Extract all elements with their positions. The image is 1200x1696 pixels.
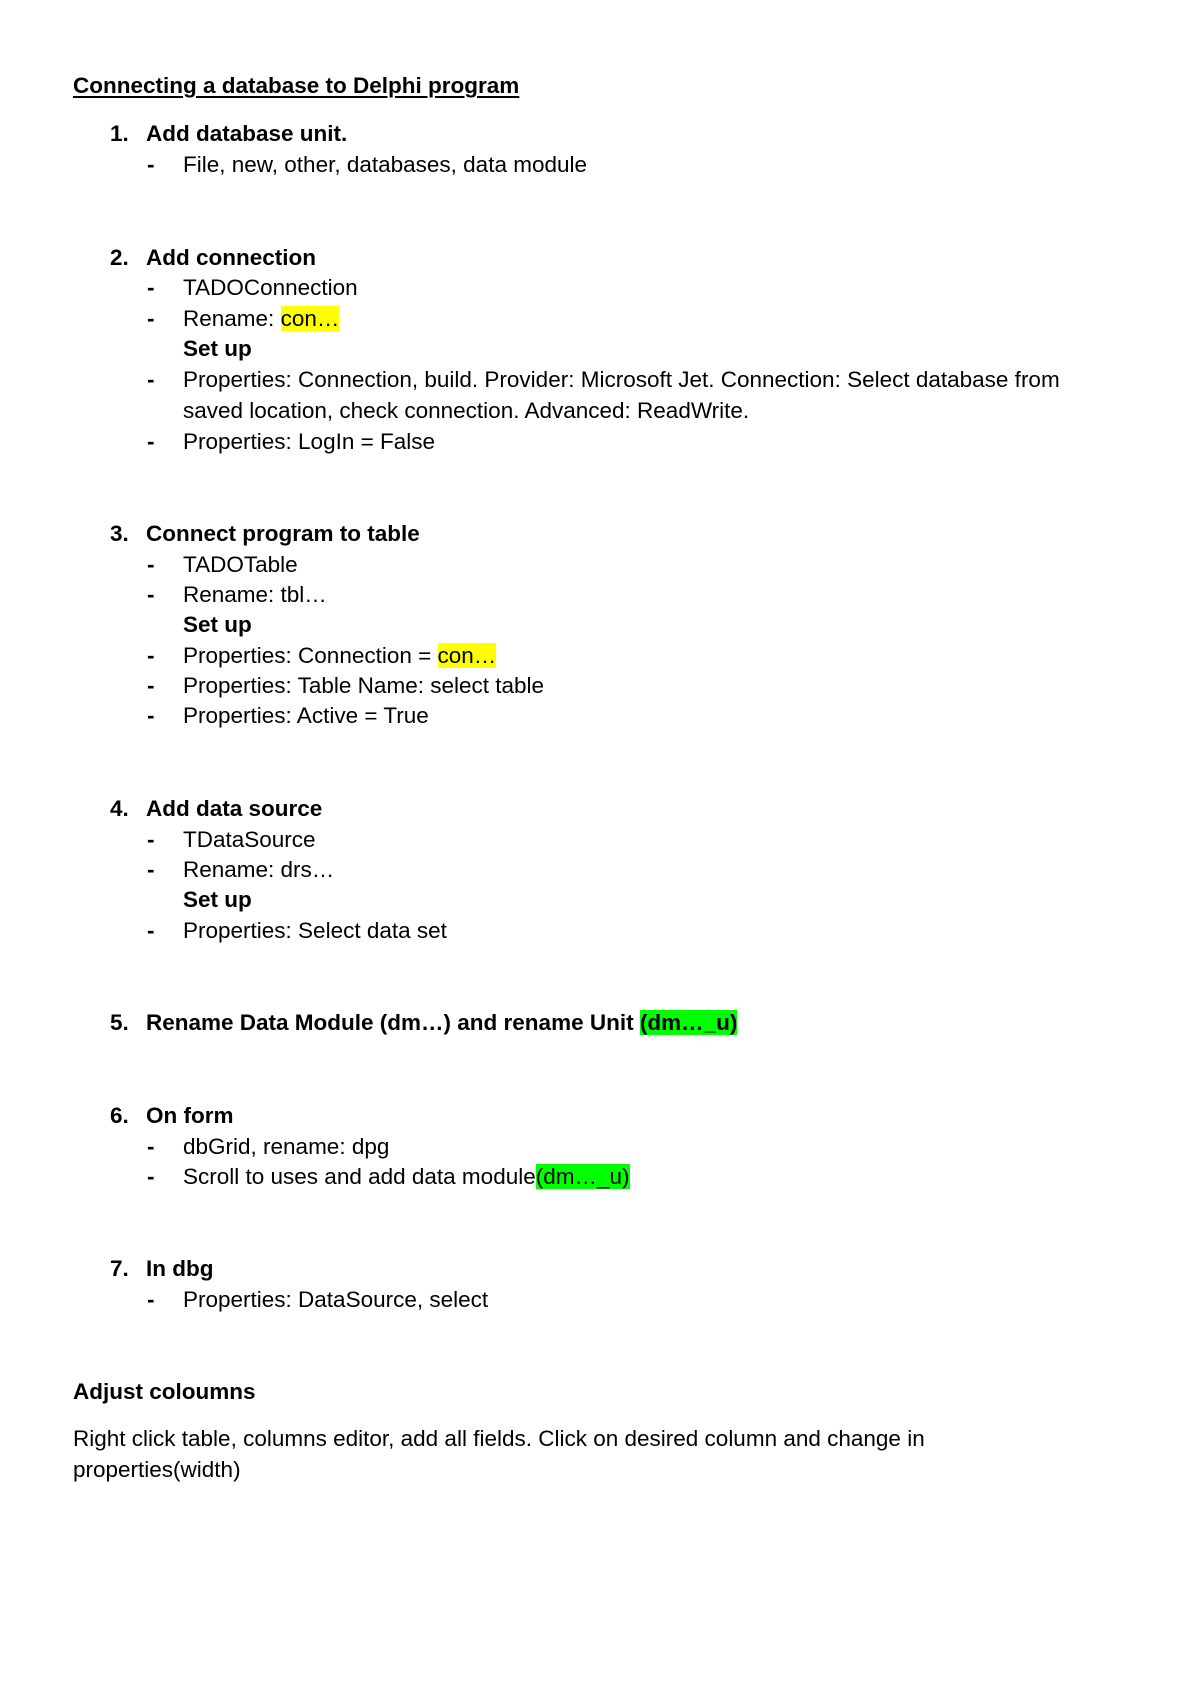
- highlight-con: con…: [437, 643, 497, 668]
- bullet-dash: -: [147, 827, 155, 852]
- step-2-number: 2.: [110, 245, 129, 270]
- step-3-item-1: TADOTable: [183, 552, 298, 577]
- highlight-con: con…: [280, 306, 340, 331]
- bullet-dash: -: [147, 367, 155, 392]
- step-2-item-3-line-1: Properties: Connection, build. Provider: Microsoft Jet. Connection: Select database from: [183, 367, 1060, 392]
- step-4-item-2: Rename: drs…: [183, 857, 335, 882]
- document-title: Connecting a database to Delphi program: [73, 73, 520, 98]
- highlight-dm-unit: (dm…_u): [639, 1010, 738, 1035]
- step-2-heading: Add connection: [146, 245, 316, 270]
- adjust-line-1: Right click table, columns editor, add all fields. Click on desired column and change in: [73, 1426, 925, 1451]
- bullet-dash: -: [147, 1164, 155, 1189]
- bullet-dash: -: [147, 275, 155, 300]
- step-3-item-3: [183, 645, 496, 668]
- step-5-heading-text: Rename Data Module (dm…) and rename Unit: [146, 1010, 640, 1035]
- bullet-dash: -: [147, 152, 155, 177]
- step-3-item-4: Properties: Table Name: select table: [183, 673, 545, 698]
- step-3-number: 3.: [110, 521, 129, 546]
- step-3-item-5: Properties: Active = True: [183, 703, 429, 728]
- bullet-dash: -: [147, 703, 155, 728]
- adjust-heading: Adjust coloumns: [73, 1379, 256, 1404]
- step-6-number: 6.: [110, 1103, 129, 1128]
- step-3-item-3-text: Properties: Connection =: [183, 643, 438, 668]
- bullet-dash: -: [147, 1287, 155, 1312]
- step-7-number: 7.: [110, 1256, 129, 1281]
- step-4-setup-label: Set up: [183, 887, 252, 912]
- bullet-dash: -: [147, 429, 155, 454]
- step-4-item-1: TDataSource: [183, 827, 316, 852]
- highlight-dm-unit: (dm…_u): [535, 1164, 630, 1189]
- step-6-item-2: [183, 1166, 630, 1189]
- step-2-item-1: TADOConnection: [183, 275, 358, 300]
- bullet-dash: -: [147, 643, 155, 668]
- step-2-item-4: Properties: LogIn = False: [183, 429, 436, 454]
- step-4-item-3: Properties: Select data set: [183, 918, 447, 943]
- step-6-item-2-text: Scroll to uses and add data module: [183, 1164, 536, 1189]
- step-1-number: 1.: [110, 121, 129, 146]
- step-7-heading: In dbg: [146, 1256, 214, 1281]
- step-2-setup-label: Set up: [183, 336, 252, 361]
- bullet-dash: -: [147, 918, 155, 943]
- bullet-dash: -: [147, 306, 155, 331]
- step-6-item-1: dbGrid, rename: dpg: [183, 1134, 390, 1159]
- step-6-heading: On form: [146, 1103, 234, 1128]
- bullet-dash: -: [147, 673, 155, 698]
- adjust-line-2: properties(width): [73, 1457, 241, 1482]
- step-2-item-2: [183, 308, 339, 331]
- step-4-heading: Add data source: [146, 796, 323, 821]
- bullet-dash: -: [147, 857, 155, 882]
- step-2-item-2-text: Rename:: [183, 306, 281, 331]
- bullet-dash: -: [147, 1134, 155, 1159]
- step-3-item-2: Rename: tbl…: [183, 582, 327, 607]
- step-7-item-1: Properties: DataSource, select: [183, 1287, 489, 1312]
- step-3-heading: Connect program to table: [146, 521, 420, 546]
- step-1-item-1: File, new, other, databases, data module: [183, 152, 588, 177]
- step-5-number: 5.: [110, 1010, 129, 1035]
- step-1-heading: Add database unit.: [146, 121, 348, 146]
- step-5-heading: [146, 1012, 737, 1035]
- bullet-dash: -: [147, 582, 155, 607]
- bullet-dash: -: [147, 552, 155, 577]
- step-2-item-3-line-2: saved location, check connection. Advanced: ReadWrite.: [183, 398, 750, 423]
- step-4-number: 4.: [110, 796, 129, 821]
- step-3-setup-label: Set up: [183, 612, 252, 637]
